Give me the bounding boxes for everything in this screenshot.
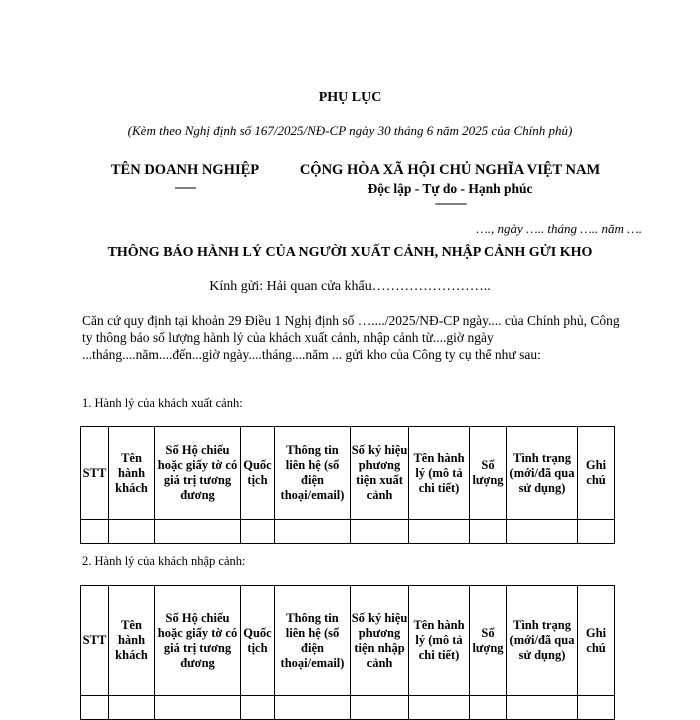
- motto-rule: ---------------: [435, 196, 465, 210]
- header-cell-vehicle: Số ký hiệu phương tiện xuất cảnh: [351, 427, 409, 520]
- header-cell-nationality: Quốc tịch: [241, 586, 275, 696]
- document-title: THÔNG BÁO HÀNH LÝ CỦA NGƯỜI XUẤT CẢNH, NHẬP CẢNH GỬI KHO: [107, 245, 593, 260]
- header-cell-quantity: Số lượng: [470, 427, 507, 520]
- departure-luggage-table: [80, 426, 615, 544]
- header-cell-quantity: Số lượng: [470, 586, 507, 696]
- company-rule: -------: [174, 180, 196, 194]
- header-cell-notes: Ghi chú: [578, 427, 615, 520]
- table-header-row: [81, 427, 615, 520]
- header-cell-condition: Tình trạng (mới/đã qua sử dụng): [507, 427, 578, 520]
- header-cell-passport: Số Hộ chiếu hoặc giấy tờ có giá trị tương đương: [155, 586, 241, 696]
- national-motto: Độc lập - Tự do - Hạnh phúc: [367, 181, 533, 196]
- header-cell-contact: Thông tin liên hệ (số điện thoại/email): [275, 427, 351, 520]
- header-cell-nationality: Quốc tịch: [241, 427, 275, 520]
- header-cell-notes: Ghi chú: [578, 586, 615, 696]
- body-paragraph: Căn cứ quy định tại khoản 29 Điều 1 Nghị định số …..../2025/NĐ-CP ngày.... của Chính phủ, Công ty thông báo số lượng hành lý của khách xuất cảnh, nhập cảnh từ....giờ ngày ...tháng....năm....đến...giờ ngày....tháng....năm ... gửi kho của Công ty cụ thể như sau:: [82, 313, 620, 362]
- section-departure-title: 1. Hành lý của khách xuất cảnh:: [82, 396, 243, 410]
- header-cell-passenger-name: Tên hành khách: [109, 586, 155, 696]
- header-cell-contact: Thông tin liên hệ (số điện thoại/email): [275, 586, 351, 696]
- header-cell-condition: Tình trạng (mới/đã qua sử dụng): [507, 586, 578, 696]
- header-cell-stt: STT: [81, 427, 109, 520]
- header-cell-vehicle: Số ký hiệu phương tiện nhập cảnh: [351, 586, 409, 696]
- header-cell-luggage-name: Tên hành lý (mô tả chi tiết): [409, 586, 470, 696]
- table-header-row: [81, 586, 615, 696]
- company-name: TÊN DOANH NGHIỆP: [110, 162, 260, 178]
- table-row: [81, 520, 615, 544]
- table-row: [81, 696, 615, 720]
- header-cell-passenger-name: Tên hành khách: [109, 427, 155, 520]
- section-arrival-title: 2. Hành lý của khách nhập cảnh:: [82, 554, 246, 568]
- header-cell-luggage-name: Tên hành lý (mô tả chi tiết): [409, 427, 470, 520]
- recipient-line: Kính gửi: Hải quan cửa khẩu……………………..: [209, 279, 491, 294]
- decree-reference: (Kèm theo Nghị định số 167/2025/NĐ-CP ngày 30 tháng 6 năm 2025 của Chính phủ): [127, 123, 573, 138]
- appendix-title: PHỤ LỤC: [318, 90, 382, 105]
- header-cell-stt: STT: [81, 586, 109, 696]
- header-cell-passport: Số Hộ chiếu hoặc giấy tờ có giá trị tương đương: [155, 427, 241, 520]
- nation-name: CỘNG HÒA XÃ HỘI CHỦ NGHĨA VIỆT NAM: [299, 162, 601, 178]
- date-line: …., ngày ….. tháng ….. năm ….: [476, 221, 642, 236]
